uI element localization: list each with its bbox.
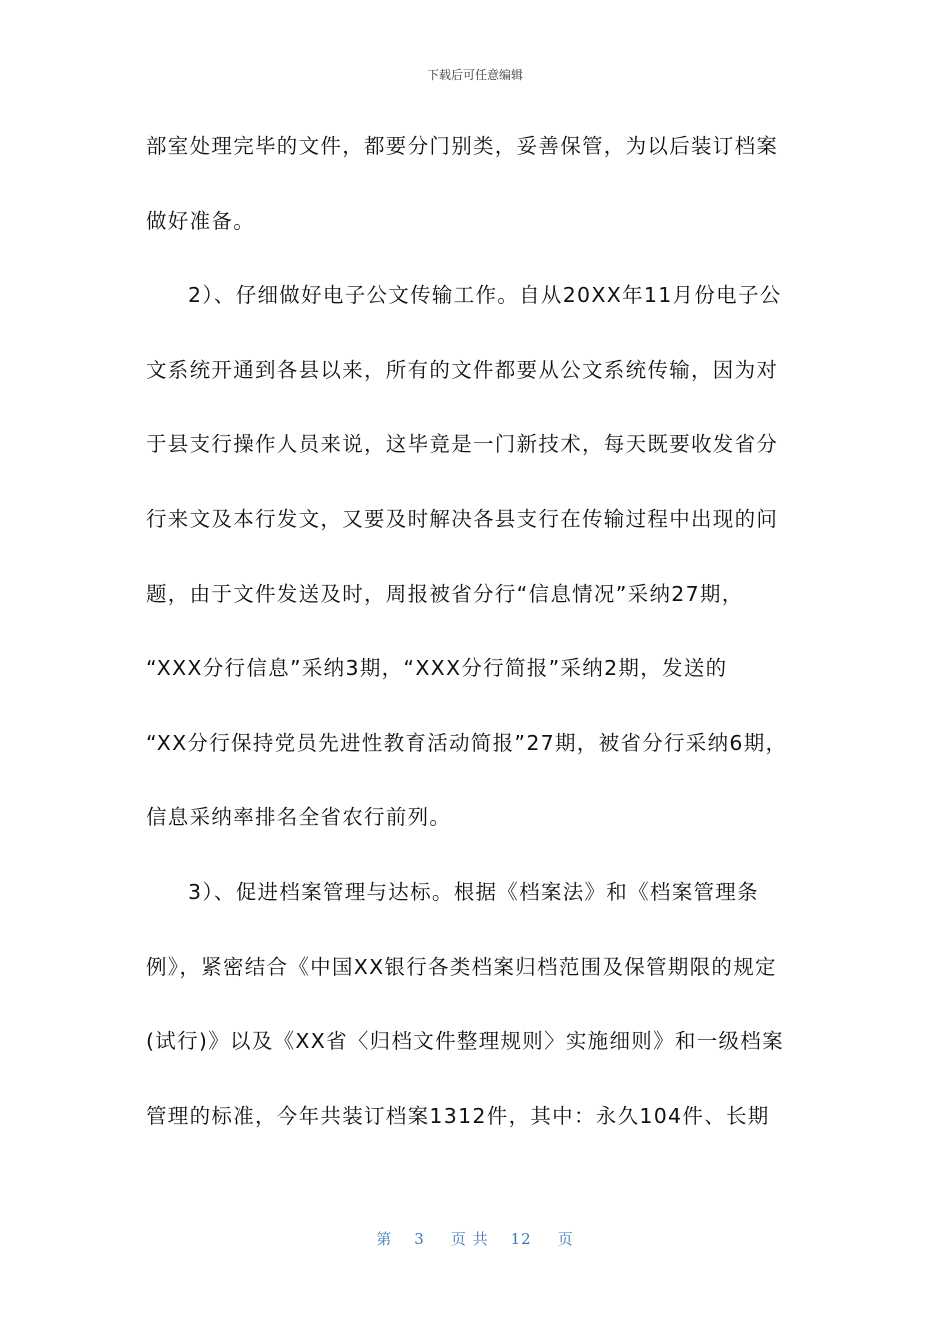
text-line: 做好准备。 — [146, 208, 255, 233]
total-pages-number: 12 — [510, 1230, 532, 1248]
page-footer — [0, 1228, 950, 1249]
text-line: 行来文及本行发文，又要及时解决各县支行在传输过程中出现的问 — [146, 506, 779, 531]
text-line: “XXX分行信息”采纳3期，“XXX分行简报”采纳2期，发送的 — [146, 656, 728, 681]
footer-middle: 页 共 — [450, 1230, 489, 1248]
header-note: 下载后可任意编辑 — [426, 68, 523, 82]
text-line: 2）、仔细做好电子公文传输工作。自从20XX年11月份电子公 — [188, 283, 782, 308]
text-line: 于县支行操作人员来说，这毕竟是一门新技术，每天既要收发省分 — [146, 432, 779, 457]
text-line: 信息采纳率排名全省农行前列。 — [146, 805, 452, 830]
body-text — [146, 118, 808, 1162]
text-line: (试行)》以及《XX省〈归档文件整理规则〉实施细则》和一级档案 — [146, 1029, 784, 1054]
text-line: “XX分行保持党员先进性教育活动简报”27期，被省分行采纳6期， — [146, 730, 788, 755]
footer-prefix: 第 — [376, 1230, 393, 1248]
text-line: 题，由于文件发送及时，周报被省分行“信息情况”采纳27期， — [146, 581, 744, 606]
current-page-number: 3 — [414, 1230, 425, 1248]
text-line: 管理的标准，今年共装订档案1312件，其中：永久104件、长期 — [146, 1103, 770, 1128]
text-line: 部室处理完毕的文件，都要分门别类，妥善保管，为以后装订档案 — [146, 134, 779, 158]
text-line: 例》，紧密结合《中国XX银行各类档案归档范围及保管期限的规定 — [146, 954, 777, 979]
text-line: 文系统开通到各县以来，所有的文件都要从公文系统传输，因为对 — [146, 357, 779, 382]
footer-suffix: 页 — [557, 1230, 574, 1248]
text-line: 3）、促进档案管理与达标。根据《档案法》和《档案管理条 — [188, 879, 759, 904]
